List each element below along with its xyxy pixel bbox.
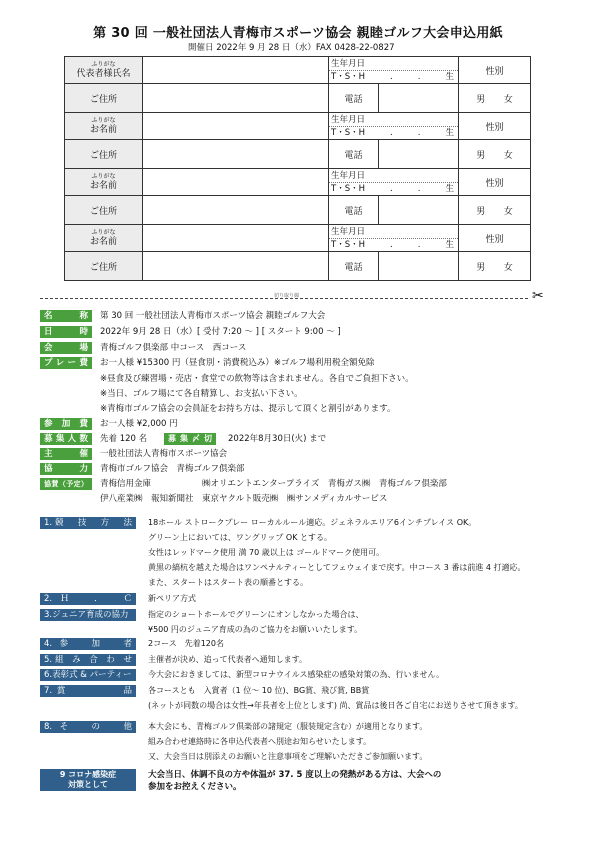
rule-text-line: 新ペリア方式 bbox=[148, 594, 196, 603]
covid-notice bbox=[148, 769, 441, 793]
cooperation: 青梅市ゴルフ協会 青梅ゴルフ倶楽部 bbox=[100, 464, 245, 474]
male-option[interactable]: 男 bbox=[476, 94, 486, 105]
rule-text-line: また、スタートはスタート表の順番とする。 bbox=[148, 578, 308, 587]
rule-label: 2.Ｈ ． Ｃ bbox=[40, 593, 136, 605]
scissors-icon: ✂ bbox=[532, 288, 544, 304]
female-option[interactable]: 女 bbox=[503, 94, 513, 105]
date-separator: . bbox=[417, 239, 421, 250]
male-option[interactable]: 男 bbox=[476, 150, 486, 161]
label-organizer: 主 催 bbox=[40, 448, 92, 460]
address-field[interactable] bbox=[143, 140, 329, 169]
phone-label: 電話 bbox=[329, 84, 379, 113]
name-label: 代表者様氏名 bbox=[76, 68, 131, 79]
phone-field[interactable] bbox=[379, 140, 459, 169]
rule-text-line: 指定のショートホールでグリーンにオンしなかった場合は、 bbox=[148, 610, 364, 619]
covid-notice-line: 大会当日、体調不良の方や体温が 37. 5 度以上の発熱がある方は、大会への bbox=[148, 770, 442, 780]
address-label: ご住所 bbox=[65, 140, 143, 169]
deadline: 2022年8月30日(火) まで bbox=[228, 434, 327, 444]
name-label: お名前 bbox=[89, 180, 117, 191]
label-covid bbox=[40, 769, 136, 791]
label-venue: 会 場 bbox=[40, 342, 92, 354]
phone-label: 電話 bbox=[329, 196, 379, 225]
covid-label-line: 9 コロナ感染症 bbox=[59, 770, 117, 779]
name-field[interactable] bbox=[143, 225, 329, 252]
furigana-label: ふりがな bbox=[91, 60, 116, 68]
date-separator: . bbox=[417, 127, 421, 138]
phone-label: 電話 bbox=[329, 140, 379, 169]
name-label-cell bbox=[65, 57, 143, 84]
covid-notice-line: 参加をお控えください。 bbox=[148, 782, 242, 792]
furigana-label: ふりがな bbox=[91, 172, 116, 180]
address-label: ご住所 bbox=[65, 196, 143, 225]
female-option[interactable]: 女 bbox=[503, 206, 513, 217]
address-field[interactable] bbox=[143, 252, 329, 281]
rule-label: 8.そ の 他 bbox=[40, 721, 136, 733]
date-separator: . bbox=[390, 183, 393, 194]
rule-text-line: ¥500 円のジュニア育成の為のご協力をお願いいたします。 bbox=[148, 625, 363, 634]
era-label: T・S・H bbox=[331, 127, 365, 138]
female-option[interactable]: 女 bbox=[503, 150, 513, 161]
born-label: 生 bbox=[445, 71, 454, 82]
phone-field[interactable] bbox=[379, 84, 459, 113]
sex-label: 性別 bbox=[459, 169, 531, 196]
dob-label: 生年月日 bbox=[331, 114, 366, 125]
name-label-cell bbox=[65, 169, 143, 196]
rule-label: 1.競 技 方 法 bbox=[40, 517, 136, 529]
era-label: T・S・H bbox=[331, 71, 365, 82]
cut-line-label: 切り取り線 bbox=[274, 293, 300, 299]
label-play-fee: プレー費 bbox=[40, 357, 92, 369]
sex-label: 性別 bbox=[459, 225, 531, 252]
play-fee-line: ※昼食及び練習場・売店・食堂での飲物等は含まれません。各自でご負担下さい。 bbox=[100, 374, 414, 384]
page-title: 第 30 回 一般社団法人青梅市スポーツ協会 親睦ゴルフ大会申込用紙 bbox=[93, 26, 503, 41]
rule-text-line: 女性はレッドマーク使用 満 70 歳以上は ゴールドマーク使用可。 bbox=[148, 548, 385, 557]
dob-field[interactable] bbox=[329, 169, 459, 196]
born-label: 生 bbox=[445, 239, 454, 250]
label-deadline: 募集〆切 bbox=[164, 433, 216, 445]
rule-text-line: 本大会にも、青梅ゴルフ倶楽部の諸規定（服装規定含む）が適用となります。 bbox=[148, 722, 428, 731]
cut-line bbox=[40, 298, 528, 299]
rule-text-line: 組み合わせ連絡時に各申込代表者へ別途お知らせいたします。 bbox=[148, 737, 372, 746]
male-option[interactable]: 男 bbox=[476, 262, 486, 273]
phone-field[interactable] bbox=[379, 196, 459, 225]
date-separator: . bbox=[417, 183, 421, 194]
rule-text-line: 18ホール ストロークプレー ローカルルール適応。ジェネラルエリア6インチプレイス OK。 bbox=[148, 518, 477, 527]
rule-text-line: 又、大会当日は別添えのお願いと注意事項をご理解いただきご参加願います。 bbox=[148, 752, 428, 761]
dob-label: 生年月日 bbox=[331, 170, 366, 181]
label-datetime: 日 時 bbox=[40, 326, 92, 338]
date-separator: . bbox=[390, 127, 393, 138]
covid-label-line: 対策として bbox=[68, 780, 108, 789]
event-venue: 青梅ゴルフ倶楽部 中コース 西コース bbox=[100, 343, 247, 353]
male-option[interactable]: 男 bbox=[476, 206, 486, 217]
rule-text-line: 各コースとも 入賞者（1 位～ 10 位)、BG賞、飛び賞, BB賞 bbox=[148, 686, 370, 695]
sponsors-line: 伊八産業㈱ 報知新聞社 東京ヤクルト販売㈱ ㈱サンメディカルサービス bbox=[100, 494, 388, 504]
label-cooperation: 協 力 bbox=[40, 463, 92, 475]
female-option[interactable]: 女 bbox=[503, 262, 513, 273]
address-label: ご住所 bbox=[65, 84, 143, 113]
sponsors-line: 青梅信用金庫 ㈱オリエントエンタープライズ 青梅ガス㈱ 青梅ゴルフ倶楽部 bbox=[100, 479, 447, 489]
name-field[interactable] bbox=[143, 57, 329, 84]
event-datetime: 2022年 9月 28 日（水）[ 受付 7:20 ～ ] [ スタート 9:00 ～ ] bbox=[100, 327, 341, 337]
rule-label: 4.参 加 者 bbox=[40, 638, 136, 650]
address-field[interactable] bbox=[143, 84, 329, 113]
organizer: 一般社団法人青梅市スポーツ協会 bbox=[100, 449, 228, 459]
sex-choice[interactable] bbox=[459, 84, 531, 113]
rule-text-line: 今大会におきましては、新型コロナウイルス感染症の感染対策の為、行いません。 bbox=[148, 670, 444, 679]
play-fee-line: お一人様 ¥15300 円（昼食別・消費税込み）※ゴルフ場利用税全額免除 bbox=[100, 358, 375, 368]
name-label-cell bbox=[65, 113, 143, 140]
rule-text-line: (ネットが同数の場合は女性→年長者を上位とします) 尚、賞品は後日各ご自宅にお送りさせて頂きます。 bbox=[148, 701, 523, 710]
play-fee-line: ※青梅市ゴルフ協会の会員証をお持ち方は、提示して頂くと割引があります。 bbox=[100, 404, 396, 414]
sex-choice[interactable] bbox=[459, 196, 531, 225]
era-label: T・S・H bbox=[331, 183, 365, 194]
furigana-label: ふりがな bbox=[91, 116, 116, 124]
dob-field[interactable] bbox=[329, 113, 459, 140]
dob-field[interactable] bbox=[329, 57, 459, 84]
rule-text-line: グリーン上においては、ワングリップ OK とする。 bbox=[148, 533, 332, 542]
era-label: T・S・H bbox=[331, 239, 365, 250]
event-name: 第 30 回 一般社団法人青梅市スポーツ協会 親睦ゴルフ大会 bbox=[100, 311, 326, 321]
address-field[interactable] bbox=[143, 196, 329, 225]
sex-label: 性別 bbox=[459, 113, 531, 140]
dob-label: 生年月日 bbox=[331, 226, 366, 237]
name-field[interactable] bbox=[143, 113, 329, 140]
rule-label: 3.ジュニア育成の協力 bbox=[40, 609, 136, 621]
label-event-name: 名 称 bbox=[40, 310, 92, 322]
capacity: 先着 120 名 bbox=[100, 434, 148, 444]
label-sponsors: 協賛（予定） bbox=[40, 478, 92, 490]
phone-label: 電話 bbox=[329, 252, 379, 281]
label-capacity: 募集人数 bbox=[40, 433, 92, 445]
born-label: 生 bbox=[445, 127, 454, 138]
event-date-fax: 開催日 2022年 9 月 28 日（水）FAX 0428-22-0827 bbox=[188, 43, 395, 53]
address-label: ご住所 bbox=[65, 252, 143, 281]
name-label: お名前 bbox=[89, 236, 117, 247]
label-entry-fee: 参加費 bbox=[40, 418, 92, 430]
application-form bbox=[64, 56, 531, 281]
rule-text-line: 黄黒の縞杭を越えた場合はワンペナルティーとしてフェウェイまで戻す。中コース 3 番は前進 4 打適応。 bbox=[148, 563, 526, 572]
rule-label: 5.組 み 合 わ せ bbox=[40, 654, 136, 666]
date-separator: . bbox=[390, 239, 393, 250]
sex-label: 性別 bbox=[459, 57, 531, 84]
name-label: お名前 bbox=[89, 124, 117, 135]
rule-label: 6.表彰式 & パーティー bbox=[40, 669, 136, 681]
phone-field[interactable] bbox=[379, 252, 459, 281]
sex-choice[interactable] bbox=[459, 252, 531, 281]
dob-label: 生年月日 bbox=[331, 58, 366, 69]
date-separator: . bbox=[417, 71, 421, 82]
dob-field[interactable] bbox=[329, 225, 459, 252]
name-field[interactable] bbox=[143, 169, 329, 196]
rule-text-line: 2コース 先着120名 bbox=[148, 639, 224, 648]
furigana-label: ふりがな bbox=[91, 228, 116, 236]
born-label: 生 bbox=[445, 183, 454, 194]
name-label-cell bbox=[65, 225, 143, 252]
play-fee-line: ※当日、ゴルフ場にて各自精算し、お支払い下さい。 bbox=[100, 389, 303, 399]
rule-label: 7.賞 品 bbox=[40, 685, 136, 697]
sex-choice[interactable] bbox=[459, 140, 531, 169]
entry-fee: お一人様 ¥2,000 円 bbox=[100, 419, 178, 429]
date-separator: . bbox=[390, 71, 393, 82]
rule-text-line: 主催者が決め、追って代表者へ通知します。 bbox=[148, 655, 308, 664]
